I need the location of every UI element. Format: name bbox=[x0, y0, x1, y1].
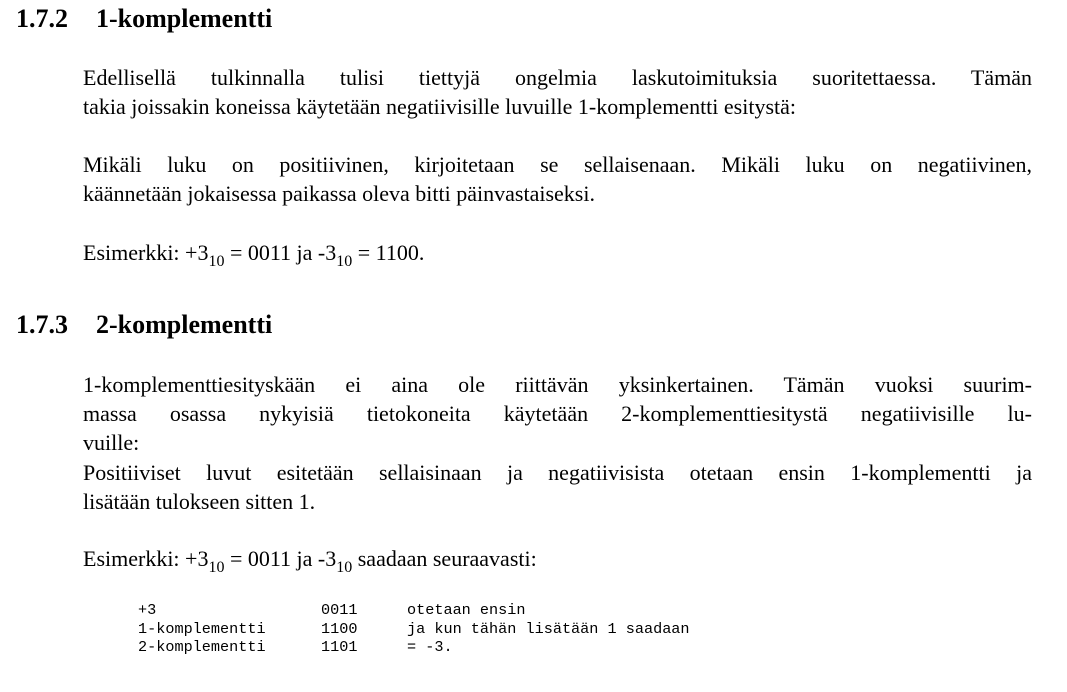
paragraph bbox=[83, 458, 1032, 516]
section-heading-1-7-2 bbox=[16, 4, 272, 34]
paragraph-line: käännetään jokaisessa paikassa oleva bitti päinvastaiseksi. bbox=[83, 181, 595, 206]
complement-table bbox=[138, 601, 690, 657]
section-number: 1.7.3 bbox=[16, 310, 68, 339]
table-row bbox=[138, 601, 690, 620]
example-suffix: = 1100. bbox=[352, 240, 425, 265]
section-heading-1-7-3 bbox=[16, 310, 272, 340]
example-mid: = 0011 ja -3 bbox=[224, 240, 337, 265]
paragraph-line: takia joissakin koneissa käytetään negatiivisille luvuille 1-komplementti esitystä: bbox=[83, 94, 797, 119]
paragraph-line: massa osassa nykyisiä tietokoneita käytetään 2-komplementtiesitystä negatiivisille lu- bbox=[83, 401, 1032, 426]
example-line bbox=[83, 238, 1032, 270]
row-note: ja kun tähän lisätään 1 saadaan bbox=[407, 619, 690, 638]
table-row bbox=[138, 638, 690, 657]
row-bits: 0011 bbox=[321, 601, 358, 619]
paragraph bbox=[83, 63, 1032, 121]
row-label: 1-komplementti bbox=[138, 619, 266, 638]
row-label: +3 bbox=[138, 601, 157, 619]
row-note: otetaan ensin bbox=[407, 601, 526, 619]
section-number: 1.7.2 bbox=[16, 4, 68, 33]
row-note: = -3. bbox=[407, 638, 453, 656]
section-title: 1-komplementti bbox=[96, 4, 273, 33]
example-prefix: Esimerkki: +3 bbox=[83, 240, 209, 265]
table-row bbox=[138, 620, 690, 639]
subscript: 10 bbox=[336, 253, 353, 270]
section-title: 2-komplementti bbox=[96, 310, 273, 339]
paragraph-line: 1-komplementtiesityskään ei aina ole riittävän yksinkertainen. Tämän vuoksi suurim- bbox=[83, 372, 1032, 397]
subscript: 10 bbox=[336, 559, 353, 576]
example-mid: = 0011 ja -3 bbox=[224, 546, 337, 571]
paragraph-line: lisätään tulokseen sitten 1. bbox=[83, 489, 316, 514]
subscript: 10 bbox=[208, 559, 225, 576]
example-prefix: Esimerkki: +3 bbox=[83, 546, 209, 571]
paragraph bbox=[83, 370, 1032, 457]
paragraph-line: vuille: bbox=[83, 430, 140, 455]
example-line bbox=[83, 544, 1032, 576]
row-label: 2-komplementti bbox=[138, 638, 266, 656]
example-suffix: saadaan seuraavasti: bbox=[352, 546, 537, 571]
paragraph bbox=[83, 150, 1032, 208]
subscript: 10 bbox=[208, 253, 225, 270]
paragraph-line: Mikäli luku on positiivinen, kirjoitetaan se sellaisenaan. Mikäli luku on negatiivinen, bbox=[83, 152, 1032, 177]
row-bits: 1100 bbox=[321, 619, 358, 638]
row-bits: 1101 bbox=[321, 638, 358, 656]
paragraph-line: Edellisellä tulkinnalla tulisi tiettyjä ongelmia laskutoimituksia suoritettaessa. Tämän bbox=[83, 65, 1032, 90]
paragraph-line: Positiiviset luvut esitetään sellaisinaan ja negatiivisista otetaan ensin 1-komplementti ja bbox=[83, 460, 1032, 485]
